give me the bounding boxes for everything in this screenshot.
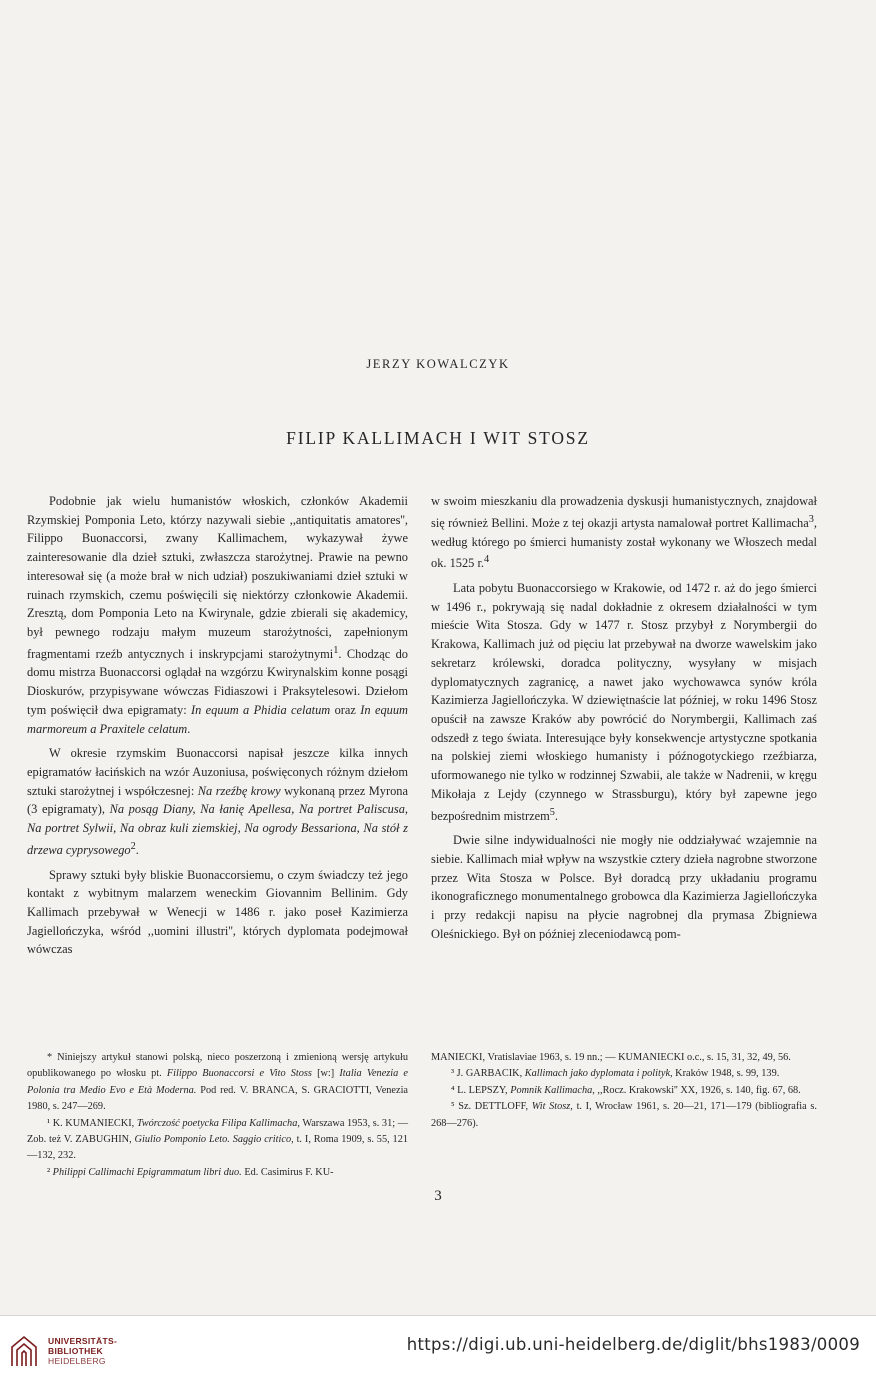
text-run: ⁵ Sz. DETTLOFF, [451,1101,532,1113]
logo-line: HEIDELBERG [48,1356,106,1366]
footnote-2 [27,1165,408,1181]
text-italic: Philippi Callimachi Epigrammatum libri duo. [52,1166,242,1178]
footnote-2-continued [431,1050,817,1066]
university-library-logo-icon[interactable] [9,1333,39,1369]
text-run: ¹ K. KUMANIECKI, [47,1117,137,1129]
text-run: * Niniejszy artykuł stanowi polską, nieco poszerzoną i zmienioną wersję artykułu opublikowanego po włosku pt. [27,1052,408,1080]
footnotes-left [27,1050,408,1181]
text-run: MANIECKI, Vratislaviae 1963, s. 19 nn.; — KUMANIECKI o.c., s. 15, 31, 32, 49, 56. [431,1052,791,1063]
text-run: w swoim mieszkaniu dla prowadzenia dyskusji humanistycznych, znajdował się również Bellini. Może z tej okazji artysta namalował portret Kallimacha [431,494,817,530]
paragraph [27,744,408,859]
text-run: W okresie rzymskim Buonaccorsi napisał jeszcze kilka innych epigramatów łacińskich na wzór Auzoniusa, poświęconych różnym dziełom sztuki starożytnej i współczesnej: [27,746,408,798]
left-column [27,492,408,965]
text-run: Pod red. V. BRANCA, S. GRACIOTTI, Venezia 1980, s. 247—269. [27,1084,408,1113]
footnote-4 [431,1083,817,1099]
text-run: Lata pobytu Buonaccorsiego w Krakowie, od 1472 r. aż do jego śmierci w 1496 r., pokrywają się nadal dokładnie z okresem działalności w tym mieście Wita Stosza. Gdy w 1477 r. Stosz przybył z Norymbergii do Krakowa, Kallimach już od pięciu lat przebywał na dworze wawelskim jako sekretarz królewski, doradca polityczny, wysyłany w misjach dyplomatycznych zagranicę, a nawet jako wychowawca synów króla Kazimierza Jagiellończyka. W dziewiętnaście lat później, w roku 1496 Stosz opuścił na zawsze Kraków aby powrócić do Norymbergii, Kallimach zaś odszedł z tego świata. Interesujące były konsekwencje artystyczne spotkania na polskiej ziemi włoskiego humanisty i późnogotyckiego rzeźbiarza, uformowanego nie tylko w rodzinnej Szwabii, ale także w Nadrenii, w kręgu Mikołaja z Lejdy (czynnego w Strassburgu), który był zapewne jego bezpośrednim mistrzem [431,581,817,823]
text-italic: Filippo Buonaccorsi e Vito Stoss [166,1068,312,1080]
logo-line: BIBLIOTHEK [48,1346,103,1356]
footnote-ref: 4 [484,554,490,566]
paragraph [27,492,408,738]
right-column [431,492,817,950]
text-run: [w:] [311,1068,340,1080]
text-run: . [187,721,191,736]
text-italic: In equum marmoreum a Praxitele celatum [27,702,408,736]
text-run: Warszawa 1953, s. 31; — Zob. też V. ZABUGHIN, [27,1117,408,1146]
viewer-footer [0,1315,876,1390]
text-run: Sprawy sztuki były bliskie Buonaccorsiemu, o czym świadczy też jego kontakt z wybitnym malarzem weneckim Giovannim Bellinim. Gdy Kallimach przebywał w Wenecji w 1486 r. jako poseł Kazimierza Jagiellończyka, wśród ,,uomini illustri'', których dyplomata podejmował wówczas [27,867,408,957]
footnote-3 [431,1066,817,1082]
footnote-star [27,1050,408,1116]
permalink-url[interactable]: https://digi.ub.uni-heidelberg.de/diglit/bhs1983/0009 [406,1335,860,1354]
article-author: JERZY KOWALCZYK [366,357,510,371]
footnote-ref: 2 [130,840,136,852]
text-run: Dwie silne indywidualności nie mogły nie oddziaływać wzajemnie na siebie. Kallimach miał wpływ na wszystkie cztery dzieła nagrobne stworzone przez Wita Stosza w Polsce. Był doradcą przy układaniu programu ikonograficznego monumentalnego grobowca dla Kazimierza Jagiellończyka i przy redakcji napisu na płycie nagrobnej dla prymasa Zbigniewa Oleśnickiego. Był on później zleceniodawcą pom- [431,833,817,941]
text-run: wykonaną przez Myrona (3 epigramaty), [27,783,409,817]
library-logo-text[interactable] [48,1336,117,1366]
text-italic: In equum a Phidia celatum [191,702,331,717]
text-run: oraz [330,702,361,717]
footnote-ref: 1 [333,644,339,656]
text-run: t. I, Wrocław 1961, s. 20—21, 171—179 (bibliografia s. 268—276). [431,1101,817,1129]
text-run: . Chodząc do domu mistrza Buonaccorsi oglądał na wzgórzu Kwirynalskim konne posągi Dioskurów, przypisywane wówczas Fidiaszowi i Praksytelesowi. Dziełom tym poświęcił dwa epigramaty: [27,646,408,717]
text-italic: Kallimach jako dyplomata i polityk, [524,1068,673,1080]
text-run: ³ J. GARBACIK, [451,1068,525,1080]
footnote-ref: 5 [549,806,555,818]
text-italic: Na posąg Diany, Na łanię Apellesa, Na portret Paliscusa, Na portret Sylwii, Na obraz kuli ziemskiej, Na ogrody Bessariona, Na stół z drzewa cyprysowego [27,802,408,857]
text-run: . [554,808,558,823]
paragraph [27,866,408,960]
text-run: ² [47,1166,53,1178]
paragraph [431,831,817,943]
text-italic: Italia Venezia e Polonia tra Medio Evo e Età Moderna. [27,1068,408,1096]
footnote-ref: 3 [808,513,814,525]
paragraph [431,492,817,573]
text-italic: Giulio Pomponio Leto. Saggio critico, [134,1134,294,1146]
footnote-5 [431,1099,817,1132]
text-run: ⁴ L. LEPSZY, [451,1084,511,1096]
article-title: FILIP KALLIMACH I WIT STOSZ [286,428,590,448]
text-italic: Wit Stosz, [531,1101,573,1113]
text-run: . [135,842,139,857]
logo-line: UNIVERSITÄTS- [48,1336,118,1346]
text-run: Ed. Casimirus F. KU- [241,1166,334,1178]
text-italic: Twórczość poetycka Filipa Kallimacha, [136,1117,300,1129]
text-run: Podobnie jak wielu humanistów włoskich, członków Akademii Rzymskiej Pomponia Leto, którzy nazywali siebie ,,antiquitatis amatores'', Filippo Buonaccorsi, zwany Kallimachem, wykazywał żywe zainteresowanie dla dzieł sztuki, zwłaszcza starożytnej. Prawie na pewno interesował się (a może brał w nich udział) poszukiwaniami dzieł sztuki w ruinach rzymskich, czemu poświęcili się niektórzy członkowie Akademii. Zresztą, dom Pomponia Leto na Kwirynale, gdzie zbierali się akademicy, był pewnego rodzaju małym muzeum starożytności, zapełnionym fragmentami rzeźb antycznych i inskrypcjami starożytnymi [27,494,408,661]
text-run: ,,Rocz. Krakowski'' XX, 1926, s. 140, fig. 67, 68. [594,1084,801,1096]
text-italic: Pomnik Kallimacha, [510,1084,595,1096]
text-run: , według którego po śmierci humanisty został wykonany we Włoszech medal ok. 1525 r. [431,515,817,571]
paragraph [431,579,817,825]
text-run: Kraków 1948, s. 99, 139. [672,1068,780,1080]
footnotes-right [431,1050,817,1132]
text-run: t. I, Roma 1909, s. 55, 121—132, 232. [27,1134,408,1162]
text-italic: Na rzeźbę krowy [197,783,281,798]
footnote-1 [27,1116,408,1165]
page-number: 3 [434,1188,442,1204]
